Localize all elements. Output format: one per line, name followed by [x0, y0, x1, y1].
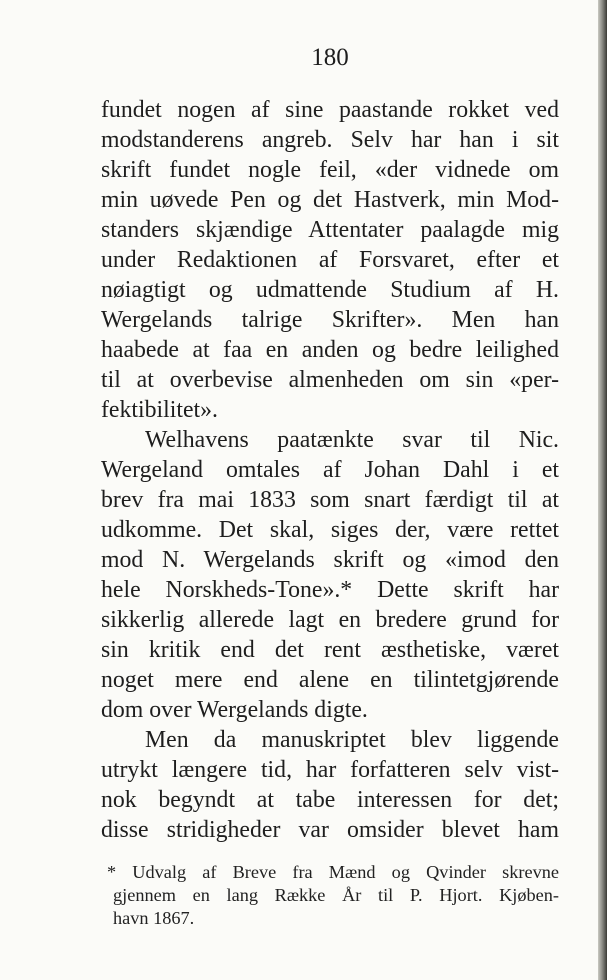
page-number: 180 — [311, 44, 349, 71]
text-line: nøiagtigt og udmattende Studium af H. — [101, 277, 559, 303]
text-line: Wergelands talrige Skrifter». Men han — [101, 307, 559, 333]
text-line: under Redaktionen af Forsvaret, efter et — [101, 247, 559, 273]
text-line: brev fra mai 1833 som snart færdigt til at — [101, 487, 559, 513]
footnote-line: havn 1867. — [113, 908, 195, 928]
footnote-line: * Udvalg af Breve fra Mænd og Qvinder skrevne — [107, 862, 559, 882]
text-line: til at overbevise almenheden om sin «per- — [101, 367, 559, 393]
text-line: fundet nogen af sine paastande rokket ved — [101, 97, 559, 123]
text-line: min uøvede Pen og det Hastverk, min Mod- — [101, 187, 559, 213]
text-line: noget mere end alene en tilintetgjørende — [101, 667, 559, 693]
text-line: sikkerlig allerede lagt en bredere grund for — [101, 607, 559, 633]
text-line: dom over Wergelands digte. — [101, 697, 368, 723]
text-line: modstanderens angreb. Selv har han i sit — [101, 127, 559, 153]
text-line: standers skjændige Attentater paalagde mig — [101, 217, 559, 243]
text-line: sin kritik end det rent æsthetiske, været — [101, 637, 559, 663]
text-line: Welhavens paatænkte svar til Nic. — [145, 427, 559, 453]
text-line: utrykt længere tid, har forfatteren selv vist- — [101, 757, 559, 783]
text-line: fektibilitet». — [101, 397, 218, 423]
text-line: hele Norskheds-Tone».* Dette skrift har — [101, 577, 559, 603]
footnote-line: gjennem en lang Række År til P. Hjort. Kjøben- — [113, 885, 559, 905]
text-line: Men da manuskriptet blev liggende — [145, 727, 559, 753]
text-line: nok begyndt at tabe interessen for det; — [101, 787, 559, 813]
text-line: mod N. Wergelands skrift og «imod den — [101, 547, 559, 573]
text-line: disse stridigheder var omsider blevet ham — [101, 817, 559, 843]
text-line: Wergeland omtales af Johan Dahl i et — [101, 457, 559, 483]
text-line: haabede at faa en anden og bedre leilighed — [101, 337, 559, 363]
page-edge-shadow — [598, 0, 607, 980]
text-line: udkomme. Det skal, siges der, være rettet — [101, 517, 559, 543]
text-line: skrift fundet nogle feil, «der vidnede om — [101, 157, 559, 183]
